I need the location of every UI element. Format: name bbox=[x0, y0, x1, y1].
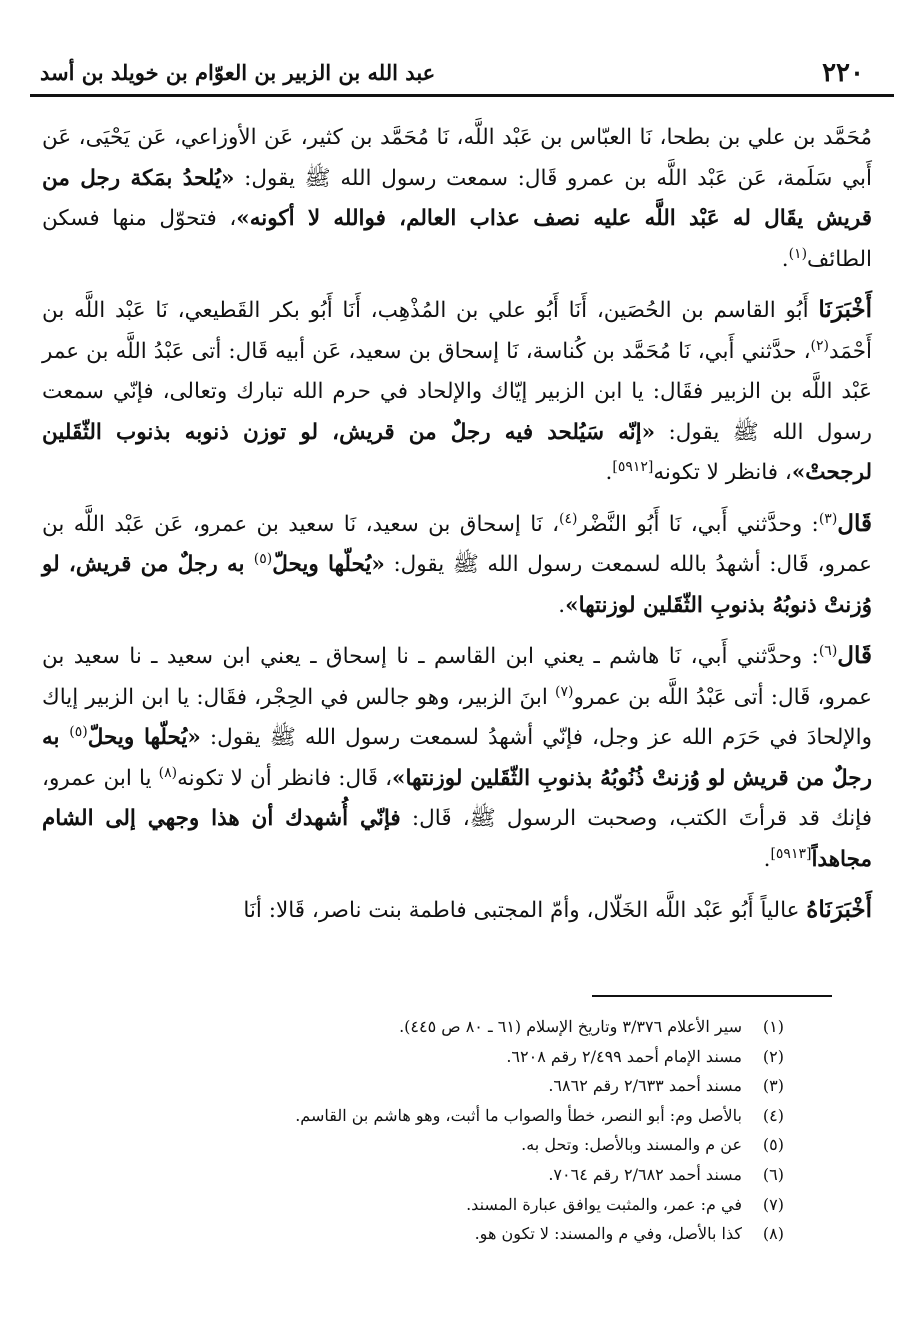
footnote-ref[interactable]: (٨) bbox=[158, 764, 178, 781]
paragraph-text-continued: ابنَ الزبير، وهو جالس في الحِجْر، فقَال: يا ابن الزبير إياك والإلحادَ في حَرَم الله عز وجل، فإنّي أشهدُ لسمعت رسول الله ﷺ يقول: bbox=[42, 684, 872, 750]
paragraph-5 bbox=[42, 890, 872, 932]
footnote-item bbox=[60, 1071, 784, 1101]
footnote-text: مسند أحمد ٢/٦٨٢ رقم ٧٠٦٤. bbox=[548, 1164, 742, 1184]
footnote-text: في م: عمر، والمثبت يوافق عبارة المسند. bbox=[466, 1194, 742, 1214]
footnote-number: (٤) bbox=[762, 1105, 784, 1125]
paragraph-text-4: يا ابن عمرو، فإنك قد قرأتَ الكتب، وصحبت الرسول ﷺ، قَال: bbox=[42, 765, 873, 831]
hadith-quote: «يُحلّها ويحلّ bbox=[272, 552, 385, 577]
paragraph-3 bbox=[42, 504, 872, 627]
paragraph-text-continued: ، نَا إسحاق بن سعيد، نَا سعيد بن عمرو، عَن عَبْد اللَّه بن عمرو، قَال: أشهدُ بالله لسمعت رسول الله ﷺ يقول: bbox=[42, 511, 872, 577]
isnad-lead: أَخْبَرَنَا bbox=[818, 296, 872, 323]
footnote-divider bbox=[592, 995, 832, 997]
paragraph-2 bbox=[42, 290, 872, 494]
footnote-text: مسند أحمد ٢/٦٣٣ رقم ٦٨٦٢. bbox=[548, 1076, 742, 1096]
paragraph-text: : وحدَّثني أَبي، نَا أَبُو النَّضْر bbox=[577, 511, 819, 537]
isnad-lead: أَخْبَرَنَاهُ bbox=[806, 896, 872, 923]
hadith-quote-continued: به رجلٌ من قريش لو وُزنتْ ذُنُوبُهُ بذنوبِ الثّقَلين لوزنتها» bbox=[42, 725, 872, 791]
footnote-number: (٥) bbox=[762, 1135, 784, 1155]
running-title: عبد الله بن الزبير بن العوّام بن خويلد بن أسد bbox=[40, 60, 436, 85]
footnote-ref[interactable]: (٣) bbox=[818, 510, 838, 527]
paragraph-text-3: ، قَال: فانظر أن لا تكونه bbox=[177, 765, 393, 791]
page-number: ٢٢٠ bbox=[822, 58, 864, 88]
header-divider bbox=[30, 94, 894, 97]
paragraph-end: . bbox=[781, 246, 789, 272]
paragraph-text: عالياً أَبُو عَبْد اللَّه الخَلّال، وأمّ المجتبى فاطمة بنت ناصر، قَالا: أنَا bbox=[243, 898, 807, 923]
footnote-item bbox=[60, 1190, 784, 1220]
paragraph-tail: ، فتحوّل منها فسكن الطائف bbox=[42, 206, 872, 272]
closing-quote: فإنّي أُشهدك أن هذا وجهي إلى الشام مجاهداً bbox=[42, 806, 872, 872]
footnote-ref[interactable]: (٢) bbox=[810, 337, 830, 354]
footnote-number: (١) bbox=[762, 1017, 784, 1036]
footnote-ref[interactable]: (٥) bbox=[69, 723, 88, 740]
main-text bbox=[42, 118, 872, 942]
footnote-text: سير الأعلام ٣/٣٧٦ وتاريخ الإسلام (٦١ ـ ٨٠ ص ٤٤٥). bbox=[399, 1017, 742, 1036]
footnote-number: (٧) bbox=[762, 1194, 784, 1214]
footnote-number: (٢) bbox=[762, 1046, 784, 1066]
footnote-ref[interactable]: (٧) bbox=[554, 683, 574, 700]
page-header bbox=[30, 52, 894, 96]
hadith-quote-continued: به رجلٌ من قريش، لو وُزنتْ ذنوبُهُ بذنوبِ الثّقَلين لوزنتها» bbox=[42, 552, 872, 618]
footnote-ref[interactable]: (٦) bbox=[818, 642, 838, 659]
footnote-item bbox=[60, 1012, 784, 1042]
paragraph-end: . bbox=[605, 460, 613, 485]
paragraph-tail: ، فانظر لا تكونه bbox=[653, 460, 792, 485]
hadith-quote: «يُحلّها ويحلّ bbox=[87, 725, 201, 750]
hadith-number-mark: [٥٩١٢] bbox=[612, 458, 654, 475]
paragraph-4 bbox=[42, 636, 872, 880]
paragraph-text: أَبُو القاسم بن الحُصَين، أَنَا أَبُو علي بن المُذْهِب، أَنَا أَبُو بكر القَطيعي، نَا عَبْد اللَّه بن أَحْمَد bbox=[42, 298, 872, 364]
footnote-text: عن م والمسند وبالأصل: وتحل به. bbox=[521, 1135, 742, 1155]
paragraph-text: : وحدَّثني أَبي، نَا هاشم ـ يعني ابن القاسم ـ نا إسحاق ـ يعني ابن سعيد ـ نا سعيد بن عمرو، قَال: أتى عَبْدُ اللَّه بن عمرو bbox=[42, 644, 872, 710]
footnote-item bbox=[60, 1219, 784, 1249]
hadith-number-mark: [٥٩١٣] bbox=[770, 845, 812, 862]
hadith-quote: «إنّه سَيُلحد فيه رجلٌ من قريش، لو توزن ذنوبه بذنوب الثّقَلين لرجحتْ» bbox=[42, 419, 872, 485]
footnote-ref[interactable]: (٥) bbox=[253, 550, 273, 567]
footnote-ref[interactable]: (١) bbox=[788, 245, 808, 262]
paragraph-text-continued: ، حدَّثني أَبي، نَا مُحَمَّد بن كُناسة، نَا إسحاق بن سعيد، عَن أبيه قَال: أتى عَبْدُ اللَّه بن عمر عَبْد اللَّه بن الزبير فقَال: يا ابن الزبير إيّاك والإلحاد في حرم الله تبارك وتعالى، فإنّي سمعت رسول الله ﷺ يقول: bbox=[42, 338, 873, 445]
isnad-lead: قَال bbox=[837, 642, 872, 669]
footnote-number: (٨) bbox=[762, 1224, 784, 1244]
footnote-text: كذا بالأصل، وفي م والمسند: لا تكون هو. bbox=[474, 1224, 742, 1244]
footnote-text: بالأصل وم: أبو النصر، خطأ والصواب ما أثبت، وهو هاشم بن القاسم. bbox=[295, 1105, 742, 1125]
footnote-item bbox=[60, 1101, 784, 1131]
isnad-lead: قَال bbox=[837, 509, 872, 537]
footnote-number: (٦) bbox=[762, 1164, 784, 1184]
footnote-text: مسند الإمام أحمد ٢/٤٩٩ رقم ٦٢٠٨. bbox=[506, 1046, 742, 1066]
paragraph-end: . bbox=[763, 846, 771, 872]
footnote-item bbox=[60, 1160, 784, 1190]
paragraph-1 bbox=[42, 118, 872, 280]
paragraph-end: . bbox=[558, 592, 566, 618]
hadith-quote: «يُلحدُ بمَكة رجل من قريش يقَال له عَبْد اللَّه عليه نصف عذاب العالم، فوالله لا أكونه» bbox=[42, 165, 873, 231]
footnote-ref[interactable]: (٤) bbox=[559, 510, 578, 527]
paragraph-text: مُحَمَّد بن علي بن بطحا، نَا العبّاس بن عَبْد اللَّه، نَا مُحَمَّد بن كثير، عَن الأوزاعي، عَن يَحْيَى، عَن أَبي سَلَمة، عَن عَبْد اللَّه بن عمرو قَال: سمعت رسول الله ﷺ يقول: bbox=[42, 125, 872, 191]
footnote-item bbox=[60, 1042, 784, 1072]
footnotes bbox=[60, 1012, 784, 1249]
footnote-number: (٣) bbox=[762, 1076, 784, 1096]
footnote-item bbox=[60, 1130, 784, 1160]
